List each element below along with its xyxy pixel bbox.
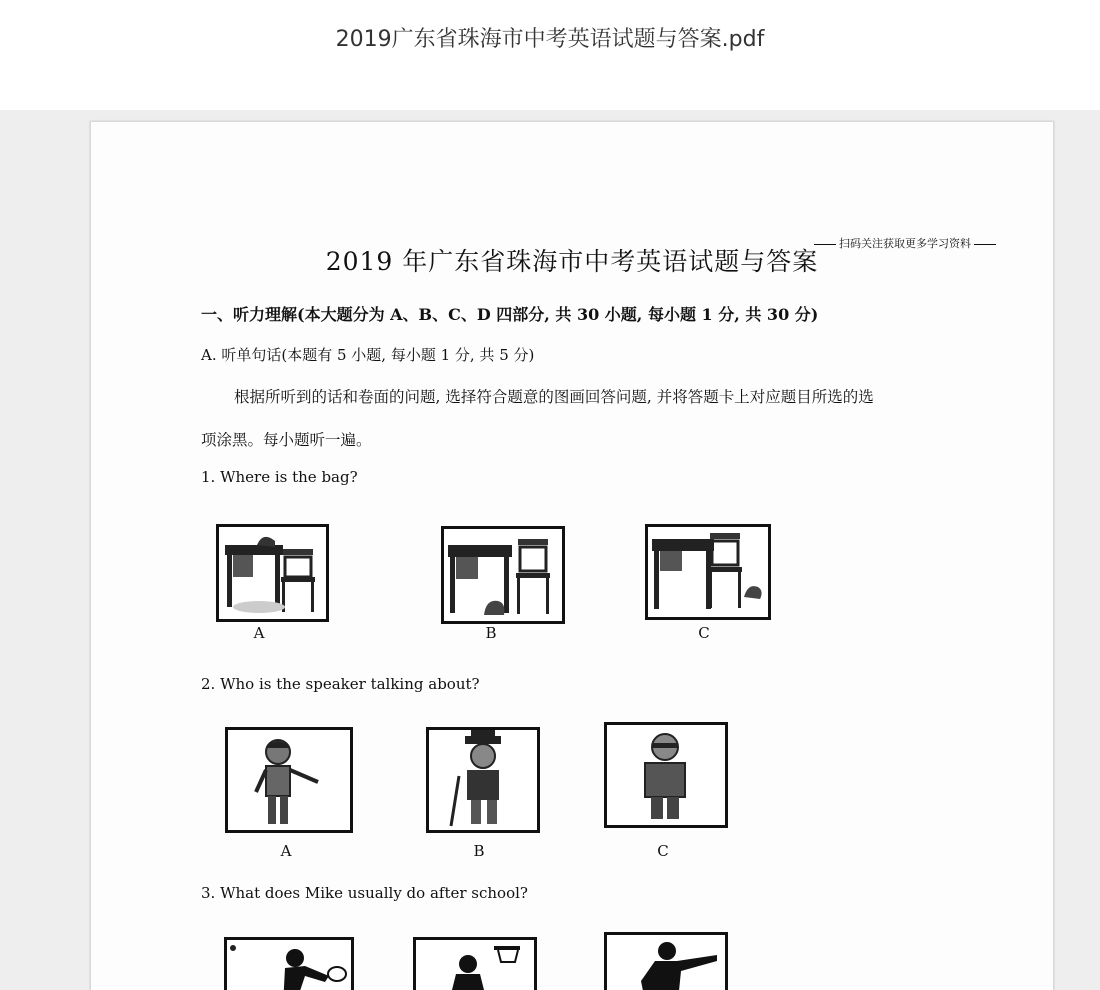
q2-option-a-label: A [280,842,292,860]
promo-text: 扫码关注获取更多学习资料 [839,237,971,250]
man-with-glasses-illustration [607,725,725,825]
q2-option-c-label: C [657,842,669,860]
q1-option-c-label: C [698,624,710,642]
question-1: 1. Where is the bag? [201,468,358,486]
pdf-page [90,121,1054,990]
q1-option-b-label: B [485,624,497,642]
q3-option-c-picture [604,932,728,990]
playing-basketball-silhouette [416,940,534,990]
pdf-viewer[interactable] [0,110,1100,990]
desk-chair-bag-on-chair-illustration [219,527,326,619]
playing-tennis-silhouette [227,940,351,990]
q2-option-b-picture [426,727,540,833]
q3-option-a-picture [224,937,354,990]
desk-chair-bag-beside-chair-illustration [648,527,768,617]
q1-option-c-picture [645,524,771,620]
document-title: 2019 年广东省珠海市中考英语试题与答案 [325,247,819,276]
q1-option-a-label: A [253,624,265,642]
q2-option-b-label: B [473,842,485,860]
instruction-line-2: 项涂黑。每小题听一遍。 [201,431,372,449]
file-title: 2019广东省珠海市中考英语试题与答案.pdf [335,27,765,52]
section-heading: 一、听力理解(本大题分为 A、B、C、D 四部分, 共 30 小题, 每小题 1 分, 共 30 分) [201,305,819,324]
playing-football-silhouette [607,935,725,990]
question-2: 2. Who is the speaker talking about? [201,675,480,693]
desk-chair-bag-under-desk-illustration [444,529,562,621]
q1-option-a-picture [216,524,329,622]
viewer-header [0,0,1100,110]
q2-option-a-picture [225,727,353,833]
q3-option-b-picture [413,937,537,990]
question-3: 3. What does Mike usually do after school? [201,884,528,902]
old-man-with-cane-illustration [429,730,537,830]
part-a-heading: A. 听单句话(本题有 5 小题, 每小题 1 分, 共 5 分) [201,346,535,364]
q2-option-c-picture [604,722,728,828]
q1-option-b-picture [441,526,565,624]
instruction-line-1: 根据所听到的话和卷面的问题, 选择符合题意的图画回答问题, 并将答题卡上对应题目所选的选 [234,388,874,406]
young-man-illustration [228,730,350,830]
